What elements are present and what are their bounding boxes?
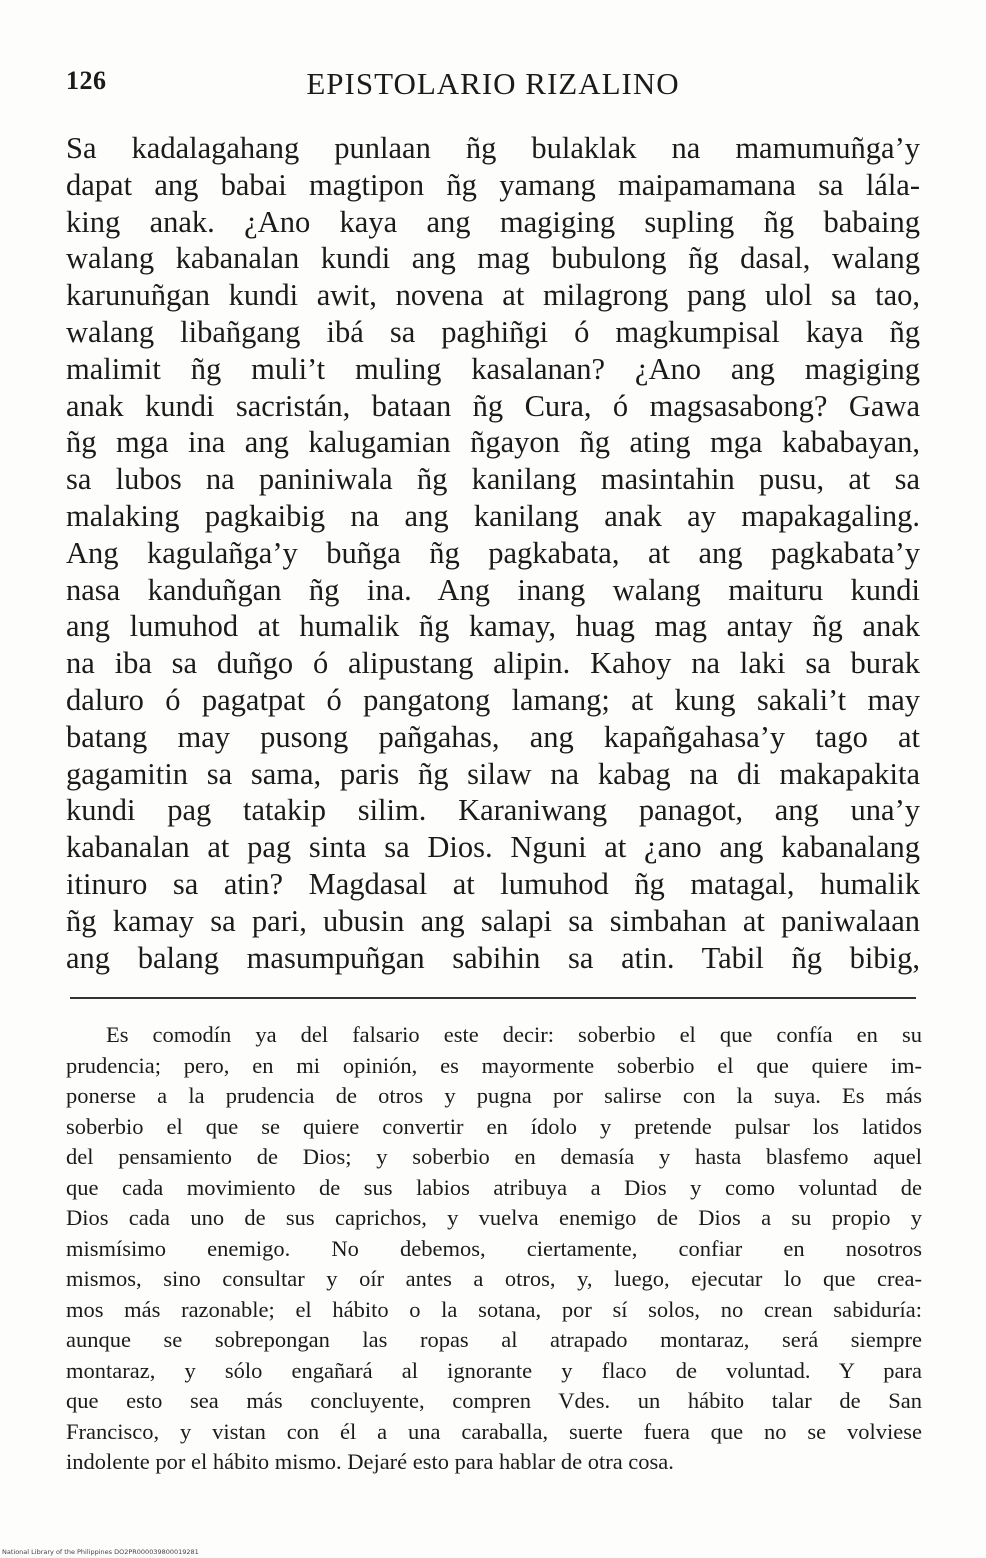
text-line: sa lubos na paniniwala ñg kanilang masintahin pusu, at sa <box>66 462 920 497</box>
main-body-text <box>66 130 920 976</box>
text-line: kabanalan at pag sinta sa Dios. Nguni at ¿ano ang kabanalang <box>66 830 920 865</box>
page-header <box>66 66 920 110</box>
footnote-line: Francisco, y vistan con él a una caraballa, suerte fuera que no se volviese <box>66 1418 922 1444</box>
text-line: gagamitin sa sama, paris ñg silaw na kabag na di makapakita <box>66 756 920 791</box>
footnote-line: prudencia; pero, en mi opinión, es mayormente soberbio el que quiere im- <box>66 1052 922 1078</box>
text-line: nasa kanduñgan ñg ina. Ang inang walang maituru kundi <box>66 572 920 607</box>
text-line: walang libañgang ibá sa paghiñgi ó magkumpisal kaya ñg <box>66 314 920 349</box>
footnote-line: mismos, sino consultar y oír antes a otros, y, luego, ejecutar lo que crea- <box>66 1266 922 1291</box>
footnote-line: Es comodín ya del falsario este decir: soberbio el que confía en su <box>106 1022 922 1047</box>
footnote-line: montaraz, y sólo engañará al ignorante y flaco de voluntad. Y para <box>66 1357 922 1383</box>
text-line: daluro ó pagatpat ó pangatong lamang; at kung sakali’t may <box>66 682 920 717</box>
text-line: Ang kagulañga’y buñga ñg pagkabata, at ang pagkabata’y <box>66 535 920 570</box>
footnote-text <box>66 1020 922 1478</box>
text-line: dapat ang babai magtipon ñg yamang maipamamana sa lála- <box>66 167 920 202</box>
text-line: kundi pag tatakip silim. Karaniwang panagot, ang una’y <box>66 793 920 828</box>
footnote-line: aunque se sobrepongan las ropas al atrapado montaraz, será siempre <box>66 1327 922 1352</box>
text-line: ang lumuhod at humalik ñg kamay, huag mag antay ñg anak <box>66 609 920 644</box>
footnote-line: del pensamiento de Dios; y soberbio en demasía y hasta blasfemo aquel <box>66 1144 922 1169</box>
footnote-line: ponerse a la prudencia de otros y pugna por salirse con la suya. Es más <box>66 1083 922 1108</box>
text-line: malaking pagkaibig na ang kanilang anak ay mapakagaling. <box>66 498 920 533</box>
footnote-line: que esto sea más concluyente, compren Vdes. un hábito talar de San <box>66 1388 922 1413</box>
text-line: karunuñgan kundi awit, novena at milagrong pang ulol sa tao, <box>66 278 920 313</box>
text-line: na iba sa duñgo ó alipustang alipin. Kahoy na laki sa burak <box>66 646 920 681</box>
text-line: anak kundi sacristán, bataan ñg Cura, ó magsasabong? Gawa <box>66 388 920 423</box>
footnote-line: que cada movimiento de sus labios atribuya a Dios y como voluntad de <box>66 1174 922 1200</box>
library-watermark: National Library of the Philippines DO2PR000039800019281 <box>2 1548 199 1556</box>
text-line: malimit ñg muli’t muling kasalanan? ¿Ano ang magiging <box>66 351 920 386</box>
text-line: batang may pusong pañgahas, ang kapañgahasa’y tago at <box>66 719 920 754</box>
footnote-divider <box>70 997 916 999</box>
footnote-line: mismísimo enemigo. No debemos, ciertamente, confiar en nosotros <box>66 1235 922 1261</box>
text-line: Sa kadalagahang punlaan ñg bulaklak na mamumuñga’y <box>66 131 920 165</box>
text-line: king anak. ¿Ano kaya ang magiging supling ñg babaing <box>66 204 920 239</box>
text-line: walang kabanalan kundi ang mag bubulong ñg dasal, walang <box>66 241 920 276</box>
page-number: 126 <box>66 66 107 95</box>
running-title: EPISTOLARIO RIZALINO <box>306 66 680 101</box>
footnote-line: indolente por el hábito mismo. Dejaré esto para hablar de otra cosa. <box>66 1449 674 1474</box>
text-line: ñg kamay sa pari, ubusin ang salapi sa simbahan at paniwalaan <box>66 903 920 938</box>
footnote-line: Dios cada uno de sus caprichos, y vuelva enemigo de Dios a su propio y <box>66 1205 922 1230</box>
text-line: ang balang masumpuñgan sabihin sa atin. Tabil ñg bibig, <box>66 940 920 975</box>
footnote-line: mos más razonable; el hábito o la sotana, por sí solos, no crean sabiduría: <box>66 1296 922 1322</box>
text-line: ñg mga ina ang kalugamian ñgayon ñg ating mga kababayan, <box>66 425 920 460</box>
footnote-line: soberbio el que se quiere convertir en ídolo y pretende pulsar los latidos <box>66 1113 922 1139</box>
text-line: itinuro sa atin? Magdasal at lumuhod ñg matagal, humalik <box>66 866 920 901</box>
